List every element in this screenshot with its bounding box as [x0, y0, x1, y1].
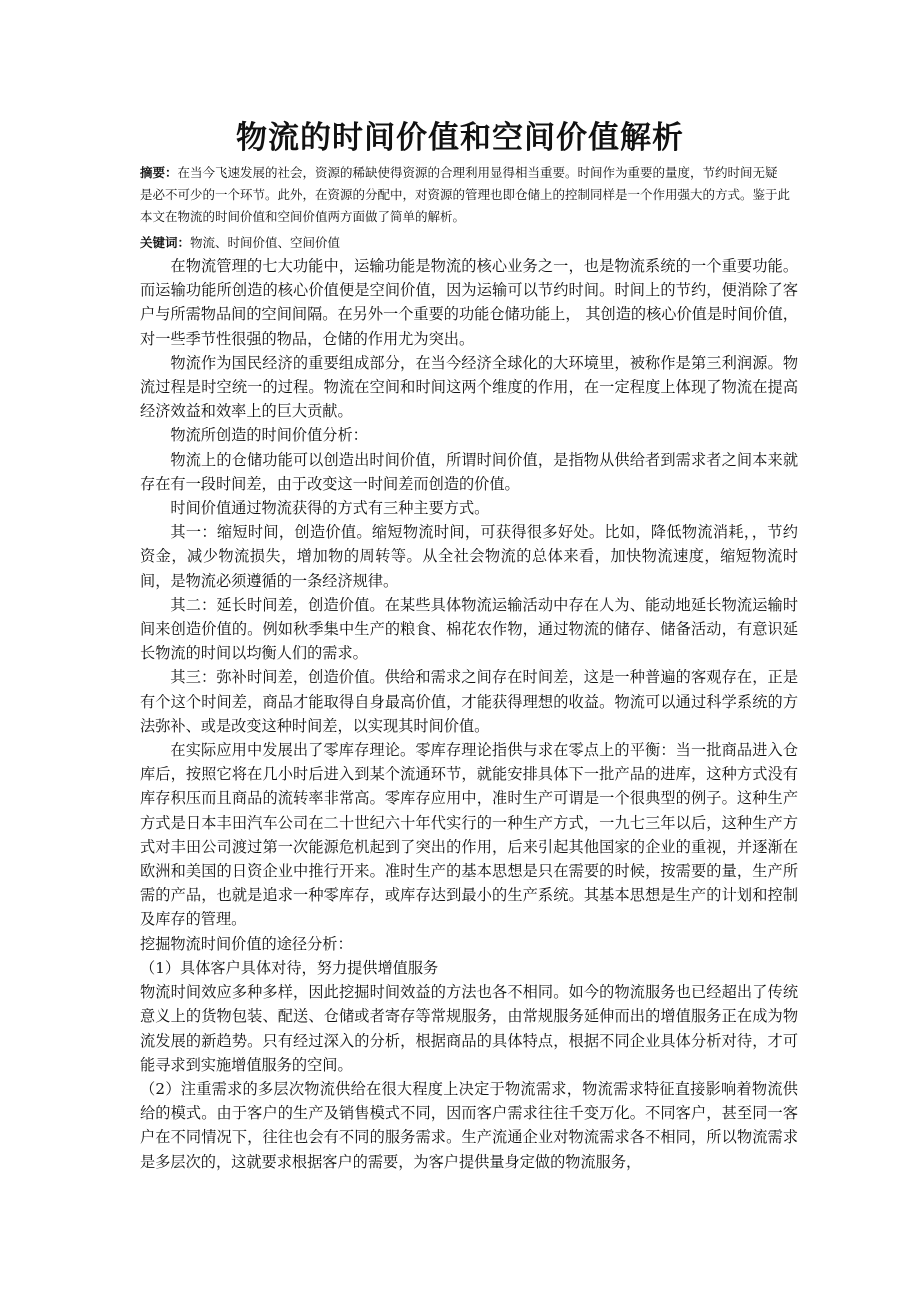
paragraph: 其三：弥补时间差，创造价值。供给和需求之间存在时间差，这是一种普遍的客观存在，正是有个这个时间差，商品才能取得自身最高价值，才能获得理想的收益。物流可以通过科学系统的方法弥补、或是改变这种时间差，以实现其时间价值。	[140, 668, 798, 735]
section-heading: 挖掘物流时间价值的途径分析：	[140, 934, 353, 953]
section-heading: 物流所创造的时间价值分析：	[170, 426, 368, 445]
paragraph: 物流上的仓储功能可以创造出时间价值，所谓时间价值，是指物从供给者到需求者之间本来就存在有一段时间差，由于改变这一时间差而创造的价值。	[140, 450, 798, 493]
paragraph: 其一：缩短时间，创造价值。缩短物流时间，可获得很多好处。比如，降低物流消耗，，节约资金，减少物流损失，增加物的周转等。从全社会物流的总体来看，加快物流速度，缩短物流时间，是物流必须遵循的一条经济规律。	[140, 523, 798, 590]
abstract-text: 在当今飞速发展的社会，资源的稀缺使得资源的合理利用显得相当重要。时间作为重要的量度，节约时间无疑是必不可少的一个环节。此外，在资源的分配中，对资源的管理也即仓储上的控制同样是一个作用强大的方式。鉴于此本文在物流的时间价值和空间价值两方面做了简单的解析。	[140, 165, 791, 224]
body-text	[140, 254, 798, 1174]
paragraph: 物流时间效应多种多样，因此挖掘时间效益的方法也各不相同。如今的物流服务也已经超出了传统意义上的货物包装、配送、仓储或者寄存等常规服务，由常规服务延伸而出的增值服务正在成为物流发展的新趋势。只有经过深入的分析，根据商品的具体特点，根据不同企业具体分析对待，才可能寻求到实施增值服务的空间。	[140, 983, 798, 1074]
abstract	[140, 162, 790, 228]
paragraph: 在物流管理的七大功能中，运输功能是物流的核心业务之一，也是物流系统的一个重要功能。而运输功能所创造的核心价值便是空间价值，因为运输可以节约时间。时间上的节约，便消除了客户与所需物品间的空间间隔。在另外一个重要的功能仓储功能上， 其创造的核心价值是时间价值，对一些季节性很强的物品，仓储的作用尤为突出。	[140, 257, 798, 348]
page-title: 物流的时间价值和空间价值解析	[236, 120, 684, 156]
paragraph: 在实际应用中发展出了零库存理论。零库存理论指供与求在零点上的平衡：当一批商品进入仓库后，按照它将在几小时后进入到某个流通环节，就能安排具体下一批产品的进库，这种方式没有库存积压而且商品的流转率非常高。零库存应用中，准时生产可谓是一个很典型的例子。这种生产方式是日本丰田汽车公司在二十世纪六十年代实行的一种生产方式，一九七三年以后，这种生产方式对丰田公司渡过第一次能源危机起到了突出的作用，后来引起其他国家的企业的重视，并逐渐在欧洲和美国的日资企业中推行开来。准时生产的基本思想是只在需要的时候，按需要的量，生产所需的产品，也就是追求一种零库存，或库存达到最小的生产系统。其基本思想是生产的计划和控制及库存的管理。	[140, 741, 798, 929]
paragraph: （2）注重需求的多层次物流供给在很大程度上决定于物流需求，物流需求特征直接影响着物流供给的模式。由于客户的生产及销售模式不同，因而客户需求往往千变万化。不同客户，甚至同一客户在不同情况下，往往也会有不同的服务需求。生产流通企业对物流需求各不相同，所以物流需求是多层次的，这就要求根据客户的需要，为客户提供量身定做的物流服务，	[140, 1079, 798, 1171]
keywords	[140, 233, 340, 253]
abstract-label: 摘要：	[140, 165, 178, 180]
paragraph: 物流作为国民经济的重要组成部分，在当今经济全球化的大环境里，被称作是第三利润源。物流过程是时空统一的过程。物流在空间和时间这两个维度的作用，在一定程度上体现了物流在提高经济效益和效率上的巨大贡献。	[140, 353, 798, 421]
keywords-label: 关键词：	[140, 235, 191, 250]
paragraph: 其二：延长时间差，创造价值。在某些具体物流运输活动中存在人为、能动地延长物流运输时间来创造价值的。例如秋季集中生产的粮食、棉花农作物，通过物流的储存、储备活动，有意识延长物流的时间以均衡人们的需求。	[140, 595, 798, 663]
subheading: （1）具体客户具体对待，努力提供增值服务	[140, 958, 439, 977]
keywords-text: 物流、时间价值、空间价值	[190, 235, 341, 250]
paragraph: 时间价值通过物流获得的方式有三种主要方式。	[170, 499, 490, 518]
